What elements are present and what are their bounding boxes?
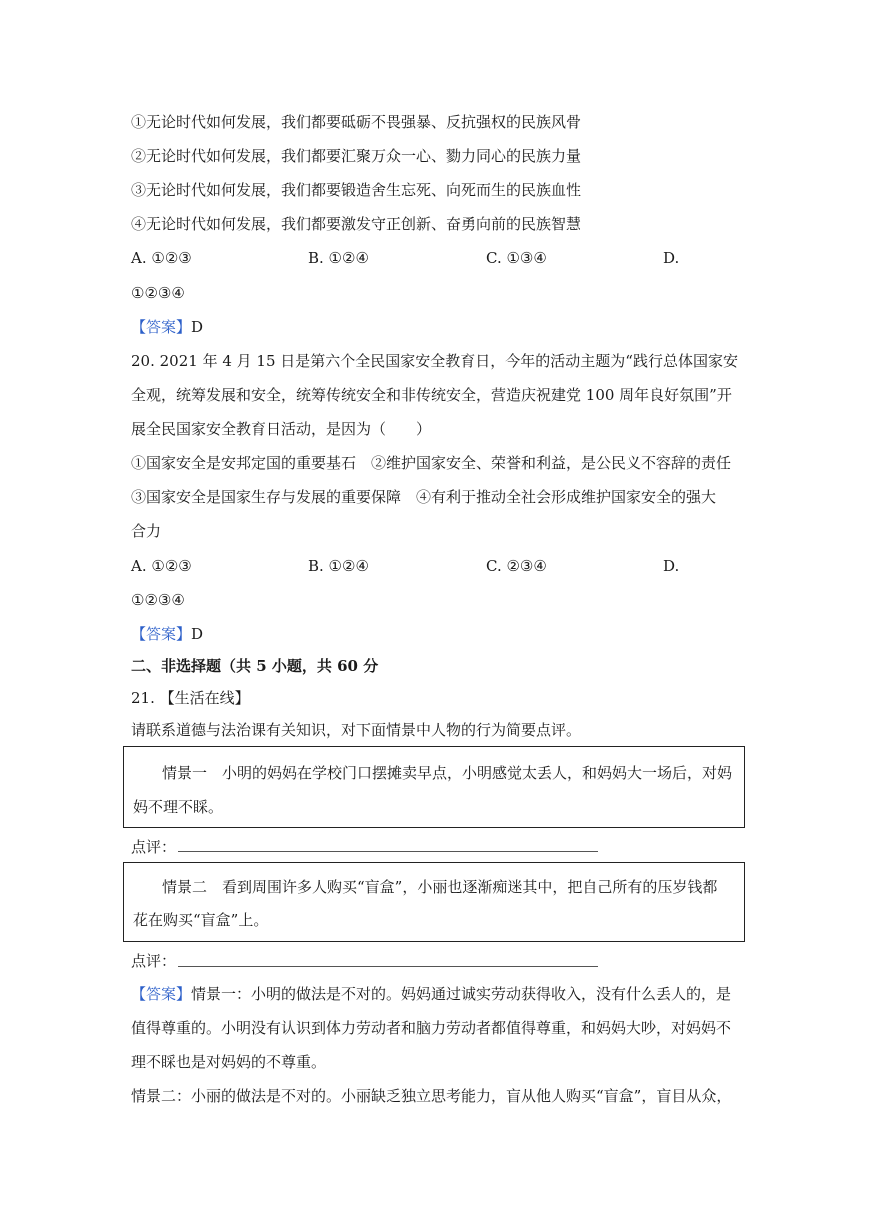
- q20-stem-line-1: 20. 2021 年 4 月 15 日是第六个全民国家安全教育日，今年的活动主题为“践行总体国家安: [131, 352, 738, 370]
- scene-2-line-2: 花在购买“盲盒”上。: [133, 911, 269, 929]
- q21-answer-line-2: 值得尊重的。小明没有认识到体力劳动者和脑力劳动者都值得尊重，和妈妈大吵，对妈妈不: [131, 1019, 732, 1037]
- comment-1-label: 点评：: [131, 838, 177, 856]
- answer-tag: 【答案】: [131, 985, 192, 1003]
- scene-2-box: [123, 862, 745, 942]
- q20-option-a: A. ①②③: [131, 557, 192, 575]
- answer-value: D: [191, 318, 204, 336]
- comment-2-blank[interactable]: [178, 966, 598, 967]
- q20-answer: [131, 624, 203, 644]
- section-heading: 二、非选择题（共 5 小题，共 60 分: [131, 657, 379, 675]
- answer-tag: 【答案】: [131, 318, 192, 336]
- q20-option-c: C. ②③④: [486, 557, 547, 575]
- comment-2-label: 点评：: [131, 952, 177, 970]
- q21-title: 21. 【生活在线】: [131, 689, 250, 707]
- q19-option-d: D.: [663, 249, 680, 267]
- q19-statement-1: ①无论时代如何发展，我们都要砥砺不畏强暴、反抗强权的民族风骨: [131, 113, 582, 131]
- q20-stem-line-3: 展全民国家安全教育日活动，是因为（ ）: [131, 420, 432, 438]
- q21-answer-line-1: [131, 984, 731, 1004]
- answer-value: D: [191, 625, 204, 643]
- q21-answer-line-3: 理不睬也是对妈妈的不尊重。: [131, 1053, 327, 1071]
- q19-option-d-content: ①②③④: [131, 284, 185, 302]
- q20-option-b: B. ①②④: [308, 557, 369, 575]
- q19-option-b: B. ①②④: [308, 249, 369, 267]
- comment-1-blank[interactable]: [178, 851, 598, 852]
- scene-1-line-2: 妈不理不睬。: [133, 798, 224, 816]
- q20-statements-line-2: ③国家安全是国家生存与发展的重要保障 ④有利于推动全社会形成维护国家安全的强大: [131, 488, 717, 506]
- q20-option-d: D.: [663, 557, 680, 575]
- answer-tag: 【答案】: [131, 625, 192, 643]
- q20-statements-line-1: ①国家安全是安邦定国的重要基石 ②维护国家安全、荣誉和利益，是公民义不容辞的责任: [131, 454, 732, 472]
- q19-statement-3: ③无论时代如何发展，我们都要锻造舍生忘死、向死而生的民族血性: [131, 181, 582, 199]
- q19-statement-4: ④无论时代如何发展，我们都要激发守正创新、奋勇向前的民族智慧: [131, 215, 582, 233]
- q21-prompt: 请联系道德与法治课有关知识，对下面情景中人物的行为简要点评。: [131, 721, 582, 739]
- q19-answer: [131, 317, 203, 337]
- q19-option-c: C. ①③④: [486, 249, 547, 267]
- q20-statements-line-3: 合力: [131, 522, 162, 540]
- scene-2-line-1: 情景二 看到周围许多人购买“盲盒”，小丽也逐渐痴迷其中，把自己所有的压岁钱都: [162, 878, 718, 896]
- q20-stem-line-2: 全观，统筹发展和安全，统筹传统安全和非传统安全，营造庆祝建党 100 周年良好氛围”开: [131, 386, 732, 404]
- scene-1-line-1: 情景一 小明的妈妈在学校门口摆摊卖早点，小明感觉太丢人，和妈妈大一场后，对妈: [162, 764, 733, 782]
- q19-option-a: A. ①②③: [131, 249, 192, 267]
- q20-option-d-content: ①②③④: [131, 591, 185, 609]
- answer-text: 情景一：小明的做法是不对的。妈妈通过诚实劳动获得收入，没有什么丢人的，是: [191, 985, 732, 1003]
- scene-1-box: [123, 746, 745, 828]
- q21-answer-line-4: 情景二：小丽的做法是不对的。小丽缺乏独立思考能力，盲从他人购买“盲盒”，盲目从众，: [131, 1087, 732, 1105]
- q19-statement-2: ②无论时代如何发展，我们都要汇聚万众一心、勠力同心的民族力量: [131, 147, 582, 165]
